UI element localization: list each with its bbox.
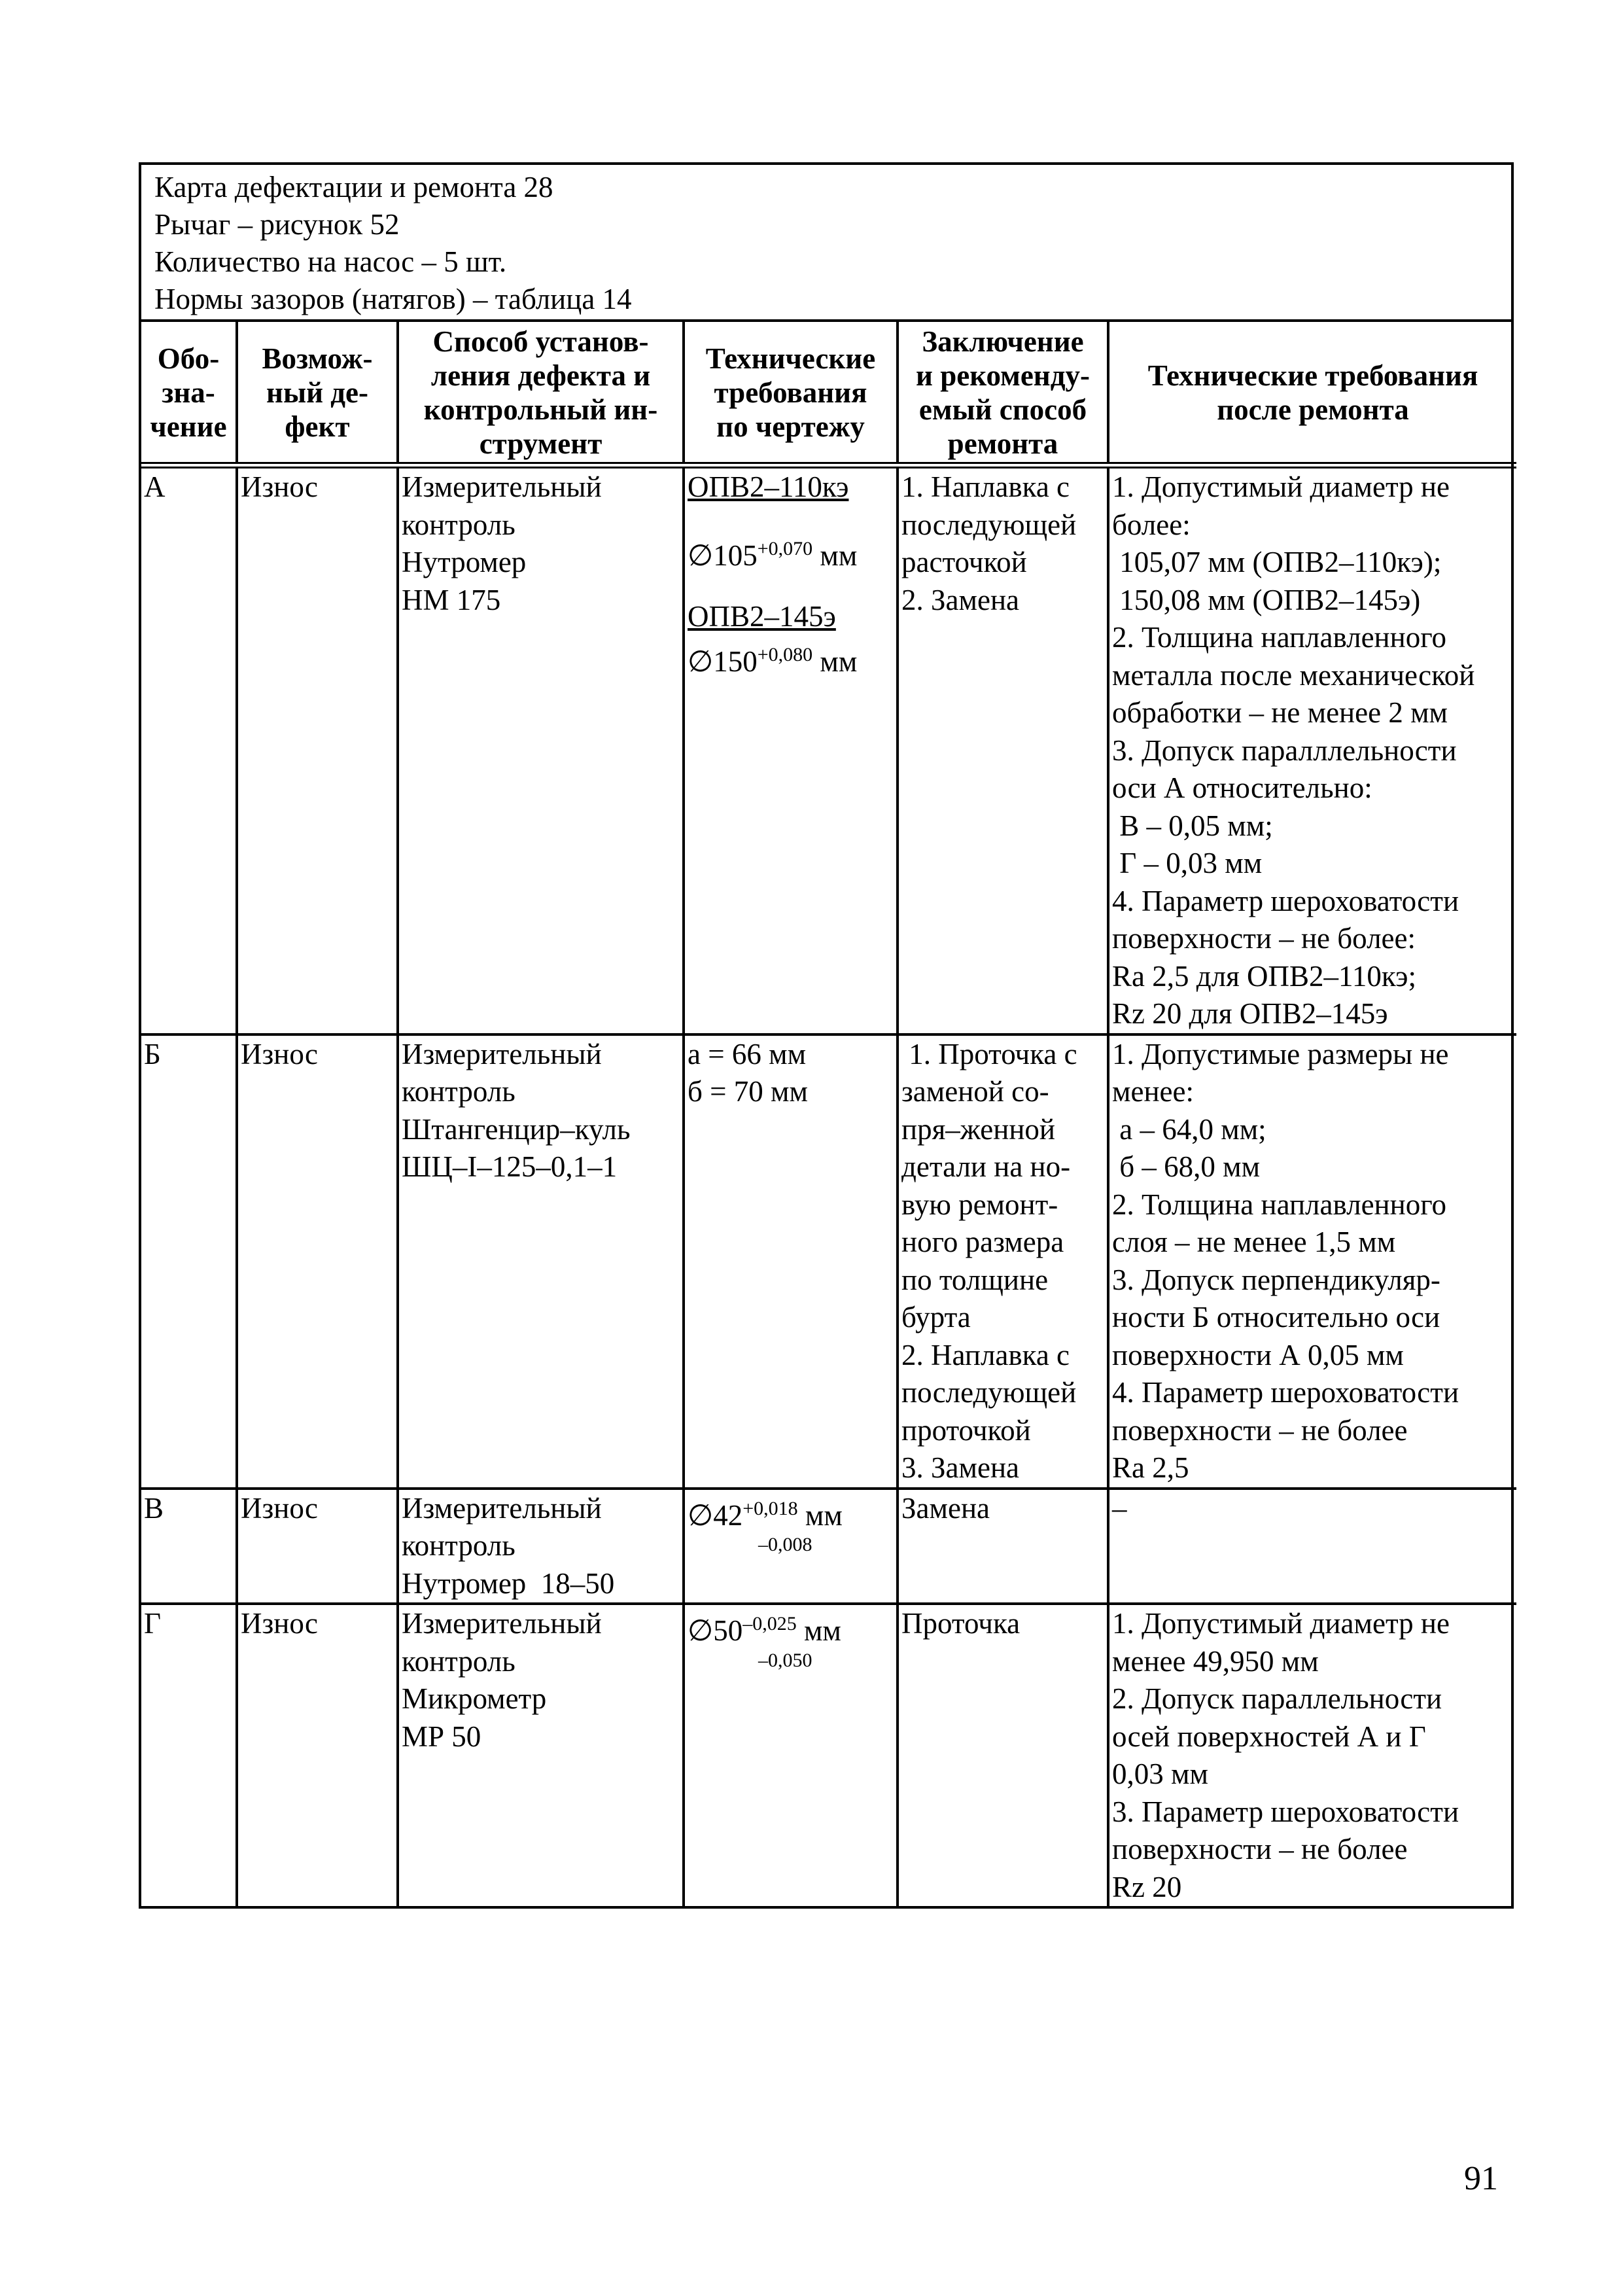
spec-line: а = 66 мм [688, 1037, 807, 1070]
spec-cell [684, 1604, 898, 1906]
spec-unit: мм [812, 645, 858, 678]
spec-sup: –0,025 [742, 1613, 797, 1634]
defect-repair-card [139, 162, 1514, 1909]
table-row [141, 1489, 1516, 1604]
column-header [898, 322, 1108, 465]
after-line: 3. Допуск перпендикуляр- [1112, 1263, 1440, 1296]
after-line: менее 49,950 мм [1112, 1644, 1319, 1678]
after-line: слоя – не менее 1,5 мм [1112, 1226, 1396, 1258]
table-row [141, 1604, 1516, 1906]
method-line: Измерительный [402, 1491, 602, 1525]
after-line: более: [1112, 508, 1191, 541]
method-line: Измерительный [402, 1037, 602, 1070]
designation-cell: А [141, 465, 237, 1034]
spec-base: ∅50 [688, 1614, 743, 1647]
method-line: Нутромер 18–50 [402, 1566, 615, 1600]
conclusion-line: бурта [901, 1301, 971, 1333]
spec-cell [684, 1034, 898, 1489]
table-row [141, 465, 1516, 1034]
conclusion-line: Проточка [901, 1607, 1021, 1640]
column-header [398, 322, 684, 465]
spec-base: ∅150 [688, 645, 758, 678]
conclusion-line: 2. Замена [901, 583, 1020, 616]
conclusion-line: последующей [901, 1376, 1077, 1409]
method-cell [398, 1604, 684, 1906]
column-header-text: Технические требования по чертежу [705, 342, 876, 443]
after-line: 1. Допустимый диаметр не [1112, 470, 1450, 503]
table-header-row [141, 322, 1516, 465]
after-line: 1. Допустимые размеры не [1112, 1037, 1449, 1070]
after-line: менее: [1112, 1075, 1194, 1108]
spec-base: ∅42 [688, 1498, 743, 1532]
after-line: ности Б относительно оси [1112, 1301, 1440, 1333]
conclusion-line: 2. Наплавка с [901, 1338, 1070, 1371]
spec-base: ∅105 [688, 539, 758, 572]
spec-cell [684, 1489, 898, 1604]
conclusion-line: вую ремонт- [901, 1188, 1058, 1221]
after-line: 1. Допустимый диаметр не [1112, 1607, 1450, 1640]
conclusion-line: 1. Наплавка с [901, 470, 1070, 503]
method-line: Штангенцир–куль [402, 1112, 631, 1146]
spec-tolerance [688, 636, 894, 681]
spec-sup: +0,018 [742, 1497, 798, 1519]
defect-table [141, 322, 1516, 1906]
conclusion-cell [898, 1604, 1108, 1906]
method-line: Измерительный [402, 1607, 602, 1640]
spec-label: ОПВ2–145э [688, 600, 836, 633]
method-line: контроль [402, 1529, 515, 1562]
defect-cell: Износ [237, 1489, 398, 1604]
designation-cell: В [141, 1489, 237, 1604]
conclusion-cell [898, 1034, 1108, 1489]
designation-cell: Г [141, 1604, 237, 1906]
method-line: Нутромер [402, 546, 527, 578]
method-line: Микрометр [402, 1682, 547, 1715]
after-repair-cell [1108, 1604, 1516, 1906]
card-header [141, 165, 1511, 322]
header-line: Рычаг – рисунок 52 [154, 208, 400, 241]
after-repair-cell [1108, 465, 1516, 1034]
table-row [141, 1034, 1516, 1489]
after-line: поверхности – не более [1112, 1833, 1408, 1865]
spec-tolerance [688, 1605, 894, 1650]
after-line: Rz 20 для ОПВ2–145э [1112, 997, 1388, 1030]
after-line: 3. Параметр шероховатости [1112, 1795, 1459, 1828]
spec-sup: +0,080 [757, 643, 813, 665]
conclusion-line: Замена [901, 1491, 990, 1525]
after-line: 2. Допуск параллельности [1112, 1682, 1442, 1715]
method-cell [398, 1489, 684, 1604]
spec-line: б = 70 мм [688, 1075, 808, 1108]
column-header-text: Заключение и рекоменду- емый способ ремонта [916, 325, 1090, 460]
after-line: Rz 20 [1112, 1870, 1182, 1903]
after-line: Г – 0,03 мм [1112, 847, 1263, 879]
column-header-text: Способ установ- ления дефекта и контрольный ин- струмент [423, 325, 658, 460]
after-line: поверхности А 0,05 мм [1112, 1338, 1404, 1371]
spec-unit: мм [812, 539, 858, 572]
column-header [141, 322, 237, 465]
spec-unit: мм [797, 1498, 843, 1532]
after-line: 150,08 мм (ОПВ2–145э) [1112, 583, 1421, 616]
spec-label: ОПВ2–110кэ [688, 470, 849, 503]
after-line: поверхности – не более [1112, 1413, 1408, 1447]
method-cell [398, 1034, 684, 1489]
after-line: металла после механической [1112, 658, 1475, 692]
conclusion-cell [898, 465, 1108, 1034]
conclusion-cell [898, 1489, 1108, 1604]
conclusion-line: расточкой [901, 546, 1027, 578]
conclusion-line: 1. Проточка с [901, 1037, 1077, 1070]
after-line: В – 0,05 мм; [1112, 809, 1273, 842]
column-header [684, 322, 898, 465]
after-line: Ra 2,5 [1112, 1451, 1189, 1484]
conclusion-line: по толщине [901, 1263, 1049, 1296]
after-line: оси А относительно: [1112, 771, 1372, 804]
column-header-text: Обо- зна- чение [150, 342, 227, 443]
after-repair-cell [1108, 1489, 1516, 1604]
after-line: 105,07 мм (ОПВ2–110кэ); [1112, 546, 1442, 578]
conclusion-line: детали на но- [901, 1150, 1071, 1183]
column-header [1108, 322, 1516, 465]
method-line: Измерительный [402, 470, 602, 503]
conclusion-line: последующей [901, 508, 1077, 541]
conclusion-line: ного размера [901, 1226, 1064, 1258]
column-header [237, 322, 398, 465]
after-line: 2. Толщина наплавленного [1112, 621, 1447, 654]
method-line: НМ 175 [402, 583, 501, 616]
after-line: поверхности – не более: [1112, 922, 1416, 955]
after-line: 4. Параметр шероховатости [1112, 1376, 1459, 1409]
after-line: 0,03 мм [1112, 1757, 1208, 1790]
defect-cell: Износ [237, 1034, 398, 1489]
header-line: Карта дефектации и ремонта 28 [154, 171, 553, 203]
conclusion-line: 3. Замена [901, 1451, 1020, 1484]
header-line: Нормы зазоров (натягов) – таблица 14 [154, 283, 632, 315]
defect-cell: Износ [237, 465, 398, 1034]
spec-unit: мм [796, 1614, 841, 1647]
spec-tolerance [688, 530, 894, 575]
method-line: МР 50 [402, 1720, 481, 1753]
spec-tolerance [688, 1490, 894, 1535]
header-line: Количество на насос – 5 шт. [154, 245, 507, 278]
method-line: контроль [402, 1075, 515, 1108]
conclusion-line: проточкой [901, 1413, 1031, 1447]
method-line: контроль [402, 508, 515, 541]
spec-sub: –0,008 [758, 1534, 812, 1555]
after-line: обработки – не менее 2 мм [1112, 696, 1448, 729]
after-line: 2. Толщина наплавленного [1112, 1188, 1447, 1221]
method-cell [398, 465, 684, 1034]
column-header-text: Технические требования после ремонта [1147, 359, 1478, 426]
page-number: 91 [1464, 2160, 1498, 2197]
spec-sub: –0,050 [758, 1649, 812, 1671]
spec-sup: +0,070 [757, 537, 813, 559]
after-line: Ra 2,5 для ОПВ2–110кэ; [1112, 959, 1416, 993]
defect-cell: Износ [237, 1604, 398, 1906]
after-repair-cell [1108, 1034, 1516, 1489]
conclusion-line: заменой со- [901, 1075, 1049, 1108]
after-line: осей поверхностей А и Г [1112, 1720, 1426, 1753]
spec-cell [684, 465, 898, 1034]
after-line: 3. Допуск паралллельности [1112, 733, 1457, 767]
conclusion-line: пря–женной [901, 1112, 1055, 1146]
after-line: – [1112, 1491, 1127, 1525]
method-line: ШЦ–I–125–0,1–1 [402, 1150, 618, 1183]
column-header-text: Возмож- ный де- фект [262, 342, 373, 443]
after-line: 4. Параметр шероховатости [1112, 884, 1459, 917]
after-line: б – 68,0 мм [1112, 1150, 1261, 1183]
method-line: контроль [402, 1644, 515, 1678]
after-line: а – 64,0 мм; [1112, 1112, 1266, 1146]
designation-cell: Б [141, 1034, 237, 1489]
